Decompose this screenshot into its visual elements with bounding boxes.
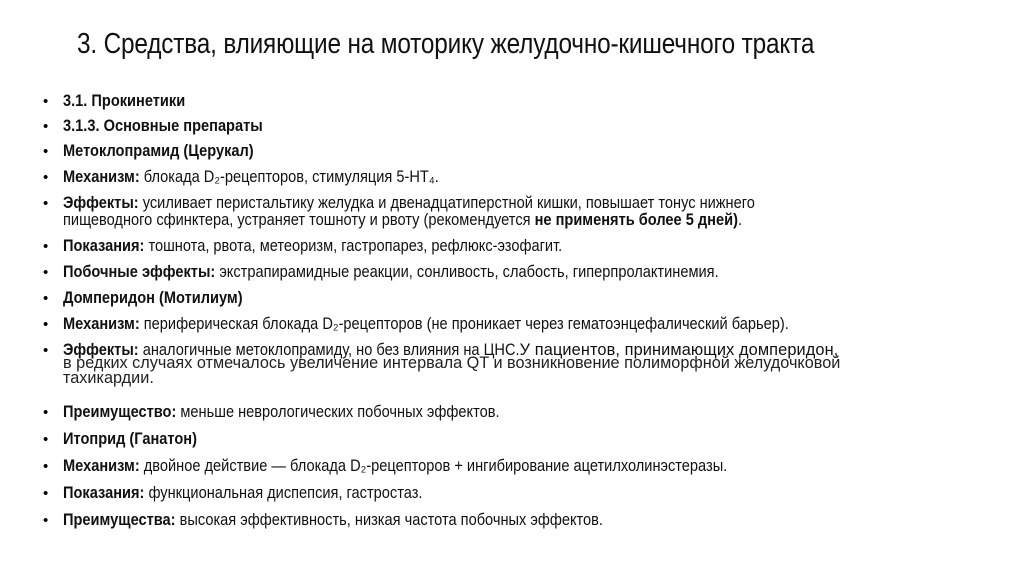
bullet-icon: • bbox=[43, 316, 49, 333]
list-item-heading: Побочные эффекты: bbox=[63, 263, 216, 281]
bullet-icon: • bbox=[43, 264, 49, 281]
list-item-text-continued: пищеводного сфинктера, устраняет тошноту и рвоту (рекомендуется не применять более 5 дней). bbox=[63, 211, 743, 229]
bullet-icon: • bbox=[43, 431, 49, 448]
list-item-text: Преимущества: высокая эффективность, низкая частота побочных эффектов. bbox=[63, 511, 604, 529]
list-item-text bbox=[63, 93, 185, 110]
list-item-text bbox=[63, 290, 243, 307]
list-item-text: Механизм: двойное действие — блокада D₂-рецепторов + ингибирование ацетилхолинэстеразы. bbox=[63, 457, 728, 475]
list-item-heading: Домперидон (Мотилиум) bbox=[63, 289, 243, 307]
bullet-icon: • bbox=[43, 404, 49, 421]
bullet-icon: • bbox=[43, 238, 49, 255]
list-item-heading: Преимущества: bbox=[63, 511, 176, 529]
bullet-icon: • bbox=[43, 195, 49, 212]
list-item-text: Показания: тошнота, рвота, метеоризм, гастропарез, рефлюкс-эзофагит. bbox=[63, 237, 563, 255]
list-item-heading: Итоприд (Ганатон) bbox=[63, 430, 197, 448]
list-item-heading: Эффекты: bbox=[63, 341, 139, 359]
list-item-heading: Показания: bbox=[63, 484, 145, 502]
list-item-heading: Показания: bbox=[63, 237, 145, 255]
list-item-heading: Механизм: bbox=[63, 315, 140, 333]
bullet-icon: • bbox=[43, 290, 49, 307]
qt-warning-text-continued: в редких случаях отмечалось увеличение интервала QT и возникновение полиморфной желудочковой bbox=[63, 354, 841, 372]
bullet-icon: • bbox=[43, 143, 49, 160]
list-item-text: Преимущество: меньше неврологических побочных эффектов. bbox=[63, 403, 500, 421]
list-item-text: Эффекты: усиливает перистальтику желудка и двенадцатиперстной кишки, повышает тонус нижнего bbox=[63, 194, 755, 212]
list-item-text: Показания: функциональная диспепсия, гастростаз. bbox=[63, 484, 423, 502]
bullet-icon: • bbox=[43, 342, 49, 359]
list-item-heading: Эффекты: bbox=[63, 194, 139, 212]
list-item-text: Побочные эффекты: экстрапирамидные реакции, сонливость, слабость, гиперпролактинемия. bbox=[63, 263, 719, 281]
bullet-icon: • bbox=[43, 512, 49, 529]
bullet-icon: • bbox=[43, 93, 49, 110]
warning-emphasis: не применять более 5 дней) bbox=[534, 211, 738, 229]
list-item-heading: Метоклопрамид (Церукал) bbox=[63, 142, 254, 160]
bullet-icon: • bbox=[43, 118, 49, 135]
bullet-icon: • bbox=[43, 458, 49, 475]
list-item-text bbox=[63, 118, 263, 135]
list-item-heading: Механизм: bbox=[63, 457, 140, 475]
slide-title: 3. Средства, влияющие на моторику желудочно-кишечного тракта bbox=[77, 28, 815, 60]
list-item-heading: 3.1. Прокинетики bbox=[63, 92, 186, 110]
bullet-icon: • bbox=[43, 169, 49, 186]
list-item-heading: Преимущество: bbox=[63, 403, 177, 421]
qt-warning-text-continued: тахикардии. bbox=[63, 369, 154, 387]
bullet-icon: • bbox=[43, 485, 49, 502]
list-item-text: Механизм: блокада D₂-рецепторов, стимуляция 5-HT₄. bbox=[63, 168, 439, 186]
list-item-heading: 3.1.3. Основные препараты bbox=[63, 117, 263, 135]
qt-warning-text: У пациентов, принимающих домперидон, bbox=[519, 341, 839, 359]
list-item-text: Эффекты: аналогичные метоклопрамиду, но без влияния на ЦНС.У пациентов, принимающих домперидон, bbox=[63, 341, 839, 359]
list-item-text: Механизм: периферическая блокада D₂-рецепторов (не проникает через гематоэнцефалический барьер). bbox=[63, 315, 789, 333]
list-item-heading: Механизм: bbox=[63, 168, 140, 186]
list-item-text bbox=[63, 143, 254, 160]
list-item-text bbox=[63, 431, 197, 448]
